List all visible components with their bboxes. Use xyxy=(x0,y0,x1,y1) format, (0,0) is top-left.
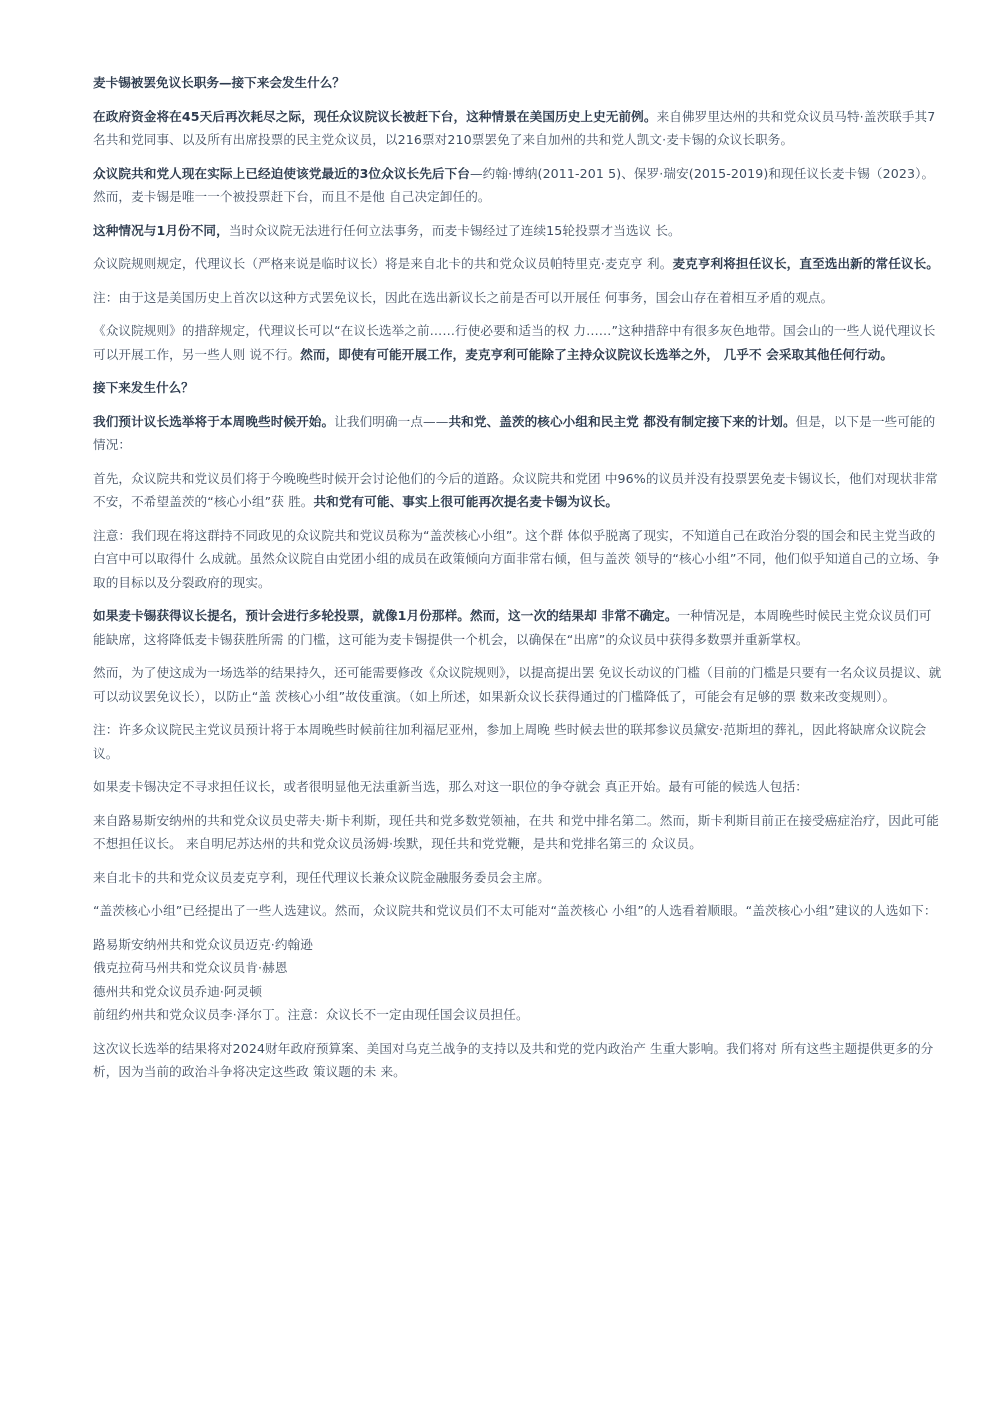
candidate-list xyxy=(93,933,943,1027)
paragraph-14 xyxy=(93,809,943,856)
paragraph-13-text: 如果麦卡锡决定不寻求担任议长，或者很明显他无法重新当选，那么对这一职位的争夺就会 真正开始。最有可能的候选人包括： xyxy=(93,779,808,794)
document-body xyxy=(93,71,943,1094)
paragraph-5-text: 注：由于这是美国历史上首次以这种方式罢免议长，因此在选出新议长之前是否可以开展任 何事务，国会山存在着相互矛盾的观点。 xyxy=(93,289,834,305)
paragraph-7 xyxy=(93,410,943,457)
paragraph-3 xyxy=(93,219,943,243)
paragraph-6 xyxy=(93,319,943,366)
paragraph-2-text: —约翰·博纳(2011-201 5)、保罗·瑞安(2015-2019)和现任议长麦卡锡（2023）。然而，麦卡锡是唯一一个被投票赶下台，而且不是他 自己决定卸任的。 xyxy=(93,165,935,204)
paragraph-12-note xyxy=(93,718,943,765)
paragraph-13 xyxy=(93,775,943,799)
paragraph-11 xyxy=(93,661,943,708)
paragraph-11-text: 然而，为了使这成为一场选举的结果持久，还可能需要修改《众议院规则》，以提高提出罢 免议长动议的门槛（目前的门槛是只要有一名众议员提议、就可以动议罢免议长），以防止“盖 茨核心小组”故伎重演。（如上所述，如果新众议长获得通过的门槛降低了，可能会有足够的票 数来改变规则）。 xyxy=(93,665,942,704)
paragraph-4 xyxy=(93,252,943,276)
paragraph-10-bold: 如果麦卡锡获得议长提名，预计会进行多轮投票，就像1月份那样。然而，这一次的结果却 非常不确定。 xyxy=(93,608,678,623)
paragraph-17 xyxy=(93,1037,943,1084)
paragraph-1-bold: 在政府资金将在45天后再次耗尽之际，现任众议院议长被赶下台，这种情景在美国历史上史无前例。 xyxy=(93,108,657,124)
document-title: 麦卡锡被罢免议长职务—接下来会发生什么？ xyxy=(93,75,345,90)
paragraph-2-bold: 众议院共和党人现在实际上已经迫使该党最近的3位众议长先后下台 xyxy=(93,165,470,181)
paragraph-4-text: 众议院规则规定，代理议长（严格来说是临时议长）将是来自北卡的共和党众议员帕特里克·麦克亨 利。 xyxy=(93,256,673,271)
paragraph-16-text: “盖茨核心小组”已经提出了一些人选建议。然而，众议院共和党议员们不太可能对“盖茨核心 小组”的人选看着顺眼。“盖茨核心小组”建议的人选如下： xyxy=(93,903,937,918)
paragraph-7-text-2: 但是，以下是一些可能的情况： xyxy=(93,413,936,452)
paragraph-7-bold-1: 我们预计议长选举将于本周晚些时候开始。 xyxy=(93,413,335,429)
list-item: 前纽约州共和党众议员李·泽尔丁。注意：众议长不一定由现任国会议员担任。 xyxy=(93,1007,529,1022)
paragraph-8-bold: 共和党有可能、事实上很可能再次提名麦卡锡为议长。 xyxy=(313,494,619,509)
paragraph-3-text: 当时众议院无法进行任何立法事务，而麦卡锡经过了连续15轮投票才当选议 长。 xyxy=(228,222,681,238)
paragraph-17-text: 这次议长选举的结果将对2024财年政府预算案、美国对乌克兰战争的支持以及共和党的党内政治产 生重大影响。我们将对 所有这些主题提供更多的分析，因为当前的政治斗争将决定这些政 策议题的未 来。 xyxy=(93,1040,934,1079)
paragraph-8 xyxy=(93,467,943,514)
paragraph-4-bold: 麦克亨利将担任议长，直至选出新的常任议长。 xyxy=(672,256,940,271)
list-item: 德州共和党众议员乔迪·阿灵顿 xyxy=(93,983,263,999)
paragraph-8-text: 首先，众议院共和党议员们将于今晚晚些时候开会讨论他们的今后的道路。众议院共和党团 中96%的议员并没有投票罢免麦卡锡议长，他们对现状非常不安，不希望盖茨的“核心小组”获 胜。 xyxy=(93,470,938,509)
list-item: 路易斯安纳州共和党众议员迈克·约翰逊 xyxy=(93,936,313,952)
paragraph-15 xyxy=(93,866,943,890)
list-item: 俄克拉荷马州共和党众议员肯·赫恩 xyxy=(93,960,288,975)
paragraph-6-text: 《众议院规则》的措辞规定，代理议长可以“在议长选举之前……行使必要和适当的权 力……”这种措辞中有很多灰色地带。国会山的一些人说代理议长可以开展工作，另一些人则 说不行。 xyxy=(93,323,936,362)
paragraph-10-text: 一种情况是，本周晚些时候民主党众议员们可能缺席，这将降低麦卡锡获胜所需 的门槛，这可能为麦卡锡提供一个机会，以确保在“出席”的众议员中获得多数票并重新掌权。 xyxy=(93,608,932,647)
paragraph-12-text: 注：许多众议院民主党议员预计将于本周晚些时候前往加利福尼亚州，参加上周晚 些时候去世的联邦参议员黛安·范斯坦的葬礼，因此将缺席众议院会议。 xyxy=(93,722,927,761)
paragraph-5-note xyxy=(93,286,943,310)
paragraph-6-bold: 然而，即使有可能开展工作，麦克亨利可能除了主持众议院议长选举之外， 几乎不 会采取其他任何行动。 xyxy=(300,346,894,362)
paragraph-14-text: 来自路易斯安纳州的共和党众议员史蒂夫·斯卡利斯，现任共和党多数党领袖，在共 和党中排名第二。然而，斯卡利斯目前正在接受癌症治疗，因此可能不想担任议长。 来自明尼苏达州的共和党众议员汤姆·埃默，现任共和党党鞭，是共和党排名第三的 众议员。 xyxy=(93,812,939,851)
section-heading: 接下来发生什么？ xyxy=(93,380,194,395)
paragraph-1-text: 来自佛罗里达州的共和党众议员马特·盖茨联手其7名共和党同事、以及所有出席投票的民主党众议员，以216票对210票罢免了来自加州的共和党人凯文·麦卡锡的众议长职务。 xyxy=(93,108,936,147)
paragraph-16 xyxy=(93,899,943,923)
paragraph-15-text: 来自北卡的共和党众议员麦克亨利，现任代理议长兼众议院金融服务委员会主席。 xyxy=(93,869,550,885)
paragraph-1 xyxy=(93,105,943,152)
paragraph-3-bold: 这种情况与1月份不同， xyxy=(93,222,229,238)
paragraph-9-note xyxy=(93,524,943,595)
paragraph-7-bold-2: 共和党、盖茨的核心小组和民主党 都没有制定接下来的计划。 xyxy=(448,413,796,429)
paragraph-7-text-1: 让我们明确一点—— xyxy=(334,413,449,429)
paragraph-10 xyxy=(93,604,943,651)
paragraph-2 xyxy=(93,162,943,209)
paragraph-9-text: 注意：我们现在将这群持不同政见的众议院共和党议员称为“盖茨核心小组”。这个群 体似乎脱离了现实，不知道自己在政治分裂的国会和民主党当政的白宫中可以取得什 么成就。虽然众议院自由党团小组的成员在政策倾向方面非常右倾，但与盖茨 领导的“核心小组”不同，他们似乎知道自己的立场、争取的目标以及分裂政府的现实。 xyxy=(93,527,940,590)
